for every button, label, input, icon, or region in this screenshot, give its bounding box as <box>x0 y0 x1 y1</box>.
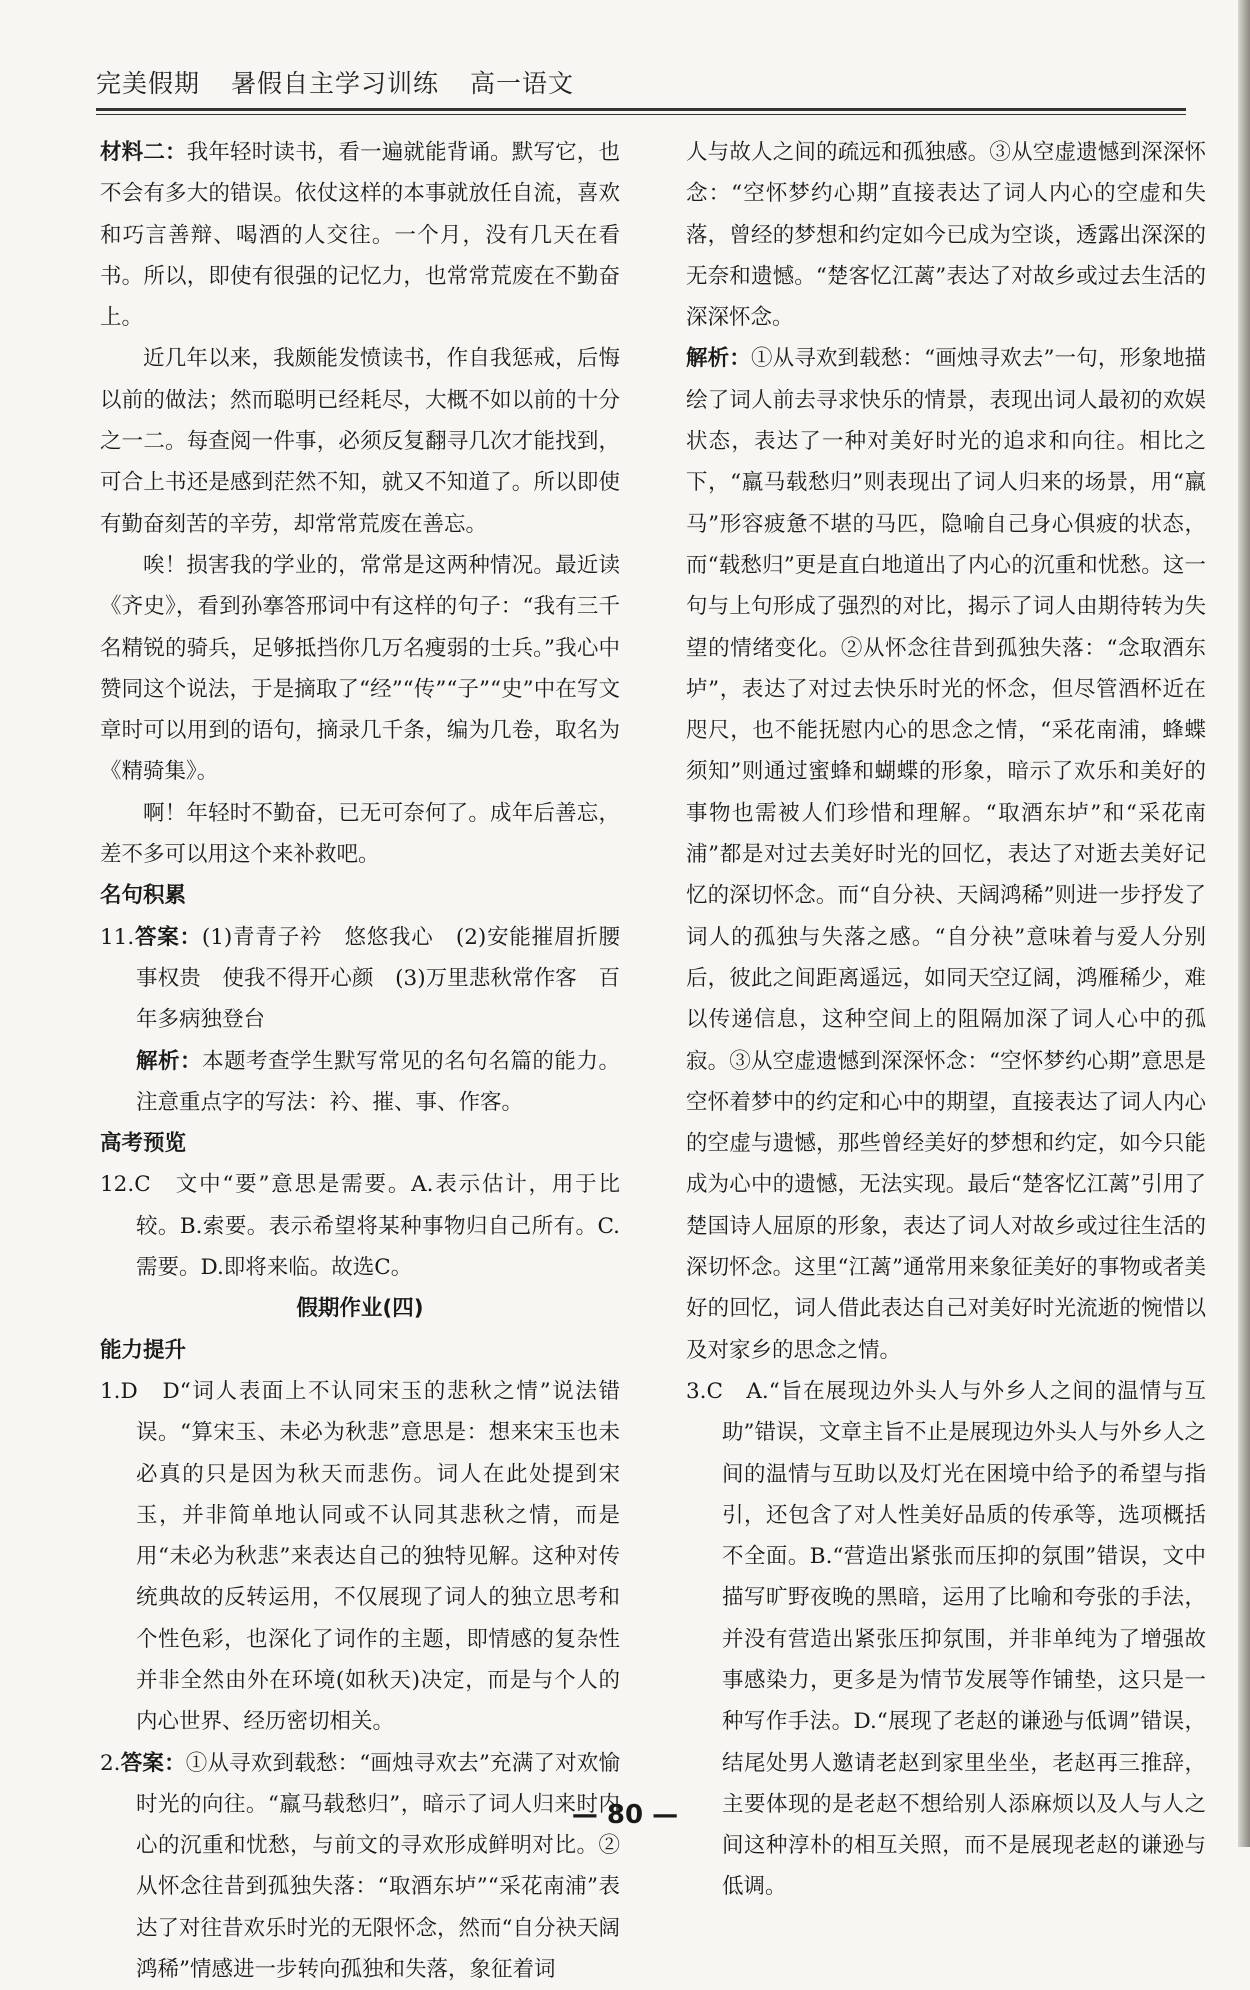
material-two-paragraph-1: 材料二：我年轻时读书，看一遍就能背诵。默写它，也不会有多大的错误。依仗这样的本事就放任自流，喜欢和巧言善辩、喝酒的人交往。一个月，没有几天在看书。所以，即使有很强的记忆力，也常常荒废在不勤奋上。 <box>100 140 620 331</box>
question-2-answer: 2.答案：①从寻欢到载愁：“画烛寻欢去”充满了对欢愉时光的向往。“羸马载愁归”，暗示了词人归来时内心的沉重和忧愁，与前文的寻欢形成鲜明对比。②从怀念往昔到孤独失落：“取酒东垆”“采花南浦”表达了对往昔欢乐时光的无限怀念，然而“自分袂天阔鸿稀”情感进一步转向孤独和失落，象征着词 <box>100 1750 620 1983</box>
section-heading-ability: 能力提升 <box>100 1337 187 1363</box>
explanation-label: 解析： <box>136 1048 203 1074</box>
running-header <box>96 64 1186 114</box>
answer-label: 答案： <box>134 924 202 950</box>
answer-label: 答案： <box>120 1750 186 1776</box>
question-11-answer: 11.答案：(1)青青子衿 悠悠我心 (2)安能摧眉折腰事权贵 使我不得开心颜 (3)万里悲秋常作客 百年多病独登台 <box>100 924 620 1033</box>
page-edge-shadow <box>1238 0 1250 1847</box>
question-12-answer: 12.C 文中“要”意思是需要。A.表示估计，用于比较。B.索要。表示希望将某种事物归自己所有。C.需要。D.即将来临。故选C。 <box>100 1172 620 1281</box>
right-column <box>686 132 1206 1908</box>
question-2-explanation: 解析：①从寻欢到载愁：“画烛寻欢去”一句，形象地描绘了词人前去寻求快乐的情景，表现出词人最初的欢娱状态，表达了一种对美好时光的追求和向往。相比之下，“羸马载愁归”则表现出了词人归来的场景，用“羸马”形容疲惫不堪的马匹，隐喻自己身心俱疲的状态，而“载愁归”更是直白地道出了内心的沉重和忧愁。这一句与上句形成了强烈的对比，揭示了词人由期待转为失望的情绪变化。②从怀念往昔到孤独失落：“念取酒东垆”，表达了对过去快乐时光的怀念，但尽管酒杯近在咫尺，也不能抚慰内心的思念之情，“采花南浦，蜂蝶须知”则通过蜜蜂和蝴蝶的形象，暗示了欢乐和美好的事物也需被人们珍惜和理解。“取酒东垆”和“采花南浦”都是对过去美好时光的回忆，表达了对逝去美好记忆的深切怀念。而“自分袂、天阔鸿稀”则进一步抒发了词人的孤独与失落之感。“自分袂”意味着与爱人分别后，彼此之间距离遥远，如同天空辽阔，鸿雁稀少，难以传递信息，这种空间上的阻隔加深了词人心中的孤寂。③从空虚遗憾到深深怀念：“空怀梦约心期”意思是空怀着梦中的约定和心中的期望，直接表达了词人内心的空虚与遗憾，那些曾经美好的梦想和约定，如今只能成为心中的遗憾，无法实现。最后“楚客忆江蓠”引用了楚国诗人屈原的形象，表达了词人对故乡或过往生活的深切怀念。这里“江蓠”通常用来象征美好的事物或者美好的回忆，词人借此表达自己对美好时光流逝的惋惜以及对家乡的思念之情。 <box>686 346 1206 1363</box>
material-two-paragraph-2: 近几年以来，我颇能发愤读书，作自我惩戒，后悔以前的做法；然而聪明已经耗尽，大概不如以前的十分之一二。每查阅一件事，必须反复翻寻几次才能找到，可合上书还是感到茫然不知，就又不知道了。所以即使有勤奋刻苦的辛劳，却常常荒废在善忘。 <box>100 346 620 537</box>
material-two-label: 材料二： <box>100 140 187 165</box>
question-3-answer: 3.C A.“旨在展现边外头人与外乡人之间的温情与互助”错误，文章主旨不止是展现边外头人与外乡人之间的温情与互助以及灯光在困境中给予的希望与指引，还包含了对人性美好品质的传承等，选项概括不全面。B.“营造出紧张而压抑的氛围”错误，文中描写旷野夜晚的黑暗，运用了比喻和夸张的手法，并没有营造出紧张压抑氛围，并非单纯为了增强故事感染力，更多是为情节发展等作铺垫，这只是一种写作手法。D.“展现了老赵的谦逊与低调”错误，结尾处男人邀请老赵到家里坐坐，老赵再三推辞，主要体现的是老赵不想给别人添麻烦以及人与人之间这种淳朴的相互关照，而不是展现老赵的谦逊与低调。 <box>686 1378 1206 1900</box>
material-two-paragraph-4: 啊！年轻时不勤奋，已无可奈何了。成年后善忘，差不多可以用这个来补救吧。 <box>100 800 620 868</box>
question-11-explanation: 解析：本题考查学生默写常见的名句名篇的能力。注意重点字的写法：衿、摧、事、作客。 <box>136 1048 620 1115</box>
header-rule <box>96 108 1186 115</box>
explanation-label: 解析： <box>686 346 751 372</box>
section-heading-quotes: 名句积累 <box>100 883 187 909</box>
question-2-answer-continued: 人与故人之间的疏远和孤独感。③从空虚遗憾到深深怀念：“空怀梦约心期”直接表达了词人内心的空虚和失落，曾经的梦想和约定如今已成为空谈，透露出深深的无奈和遗憾。“楚客忆江蓠”表达了对故乡或过去生活的深深怀念。 <box>686 140 1206 331</box>
header-book: 暑假自主学习训练 <box>230 69 439 98</box>
question-1-answer: 1.D D“词人表面上不认同宋玉的悲秋之情”说法错误。“算宋玉、未必为秋悲”意思是：想来宋玉也未必真的只是因为秋天而悲伤。词人在此处提到宋玉，并非简单地认同或不认同其悲秋之情，而是用“未必为秋悲”来表达自己的独特见解。这种对传统典故的反转运用，不仅展现了词人的独立思考和个性色彩，也深化了词作的主题，即情感的复杂性并非全然由外在环境(如秋天)决定，而是与个人的内心世界、经历密切相关。 <box>100 1378 620 1735</box>
header-subject: 高一语文 <box>469 69 574 98</box>
left-column <box>100 132 620 1990</box>
section-heading-exam-preview: 高考预览 <box>100 1131 187 1157</box>
page-number: — 80 — <box>571 1800 679 1830</box>
assignment-title: 假期作业(四) <box>296 1296 424 1322</box>
material-two-paragraph-3: 唉！损害我的学业的，常常是这两种情况。最近读《齐史》，看到孙搴答邢词中有这样的句子：“我有三千名精锐的骑兵，足够抵挡你几万名瘦弱的士兵。”我心中赞同这个说法，于是摘取了“经”“传”“子”“史”中在写文章时可以用到的语句，摘录几千条，编为几卷，取名为《精骑集》。 <box>100 552 620 785</box>
header-series: 完美假期 <box>96 69 201 98</box>
